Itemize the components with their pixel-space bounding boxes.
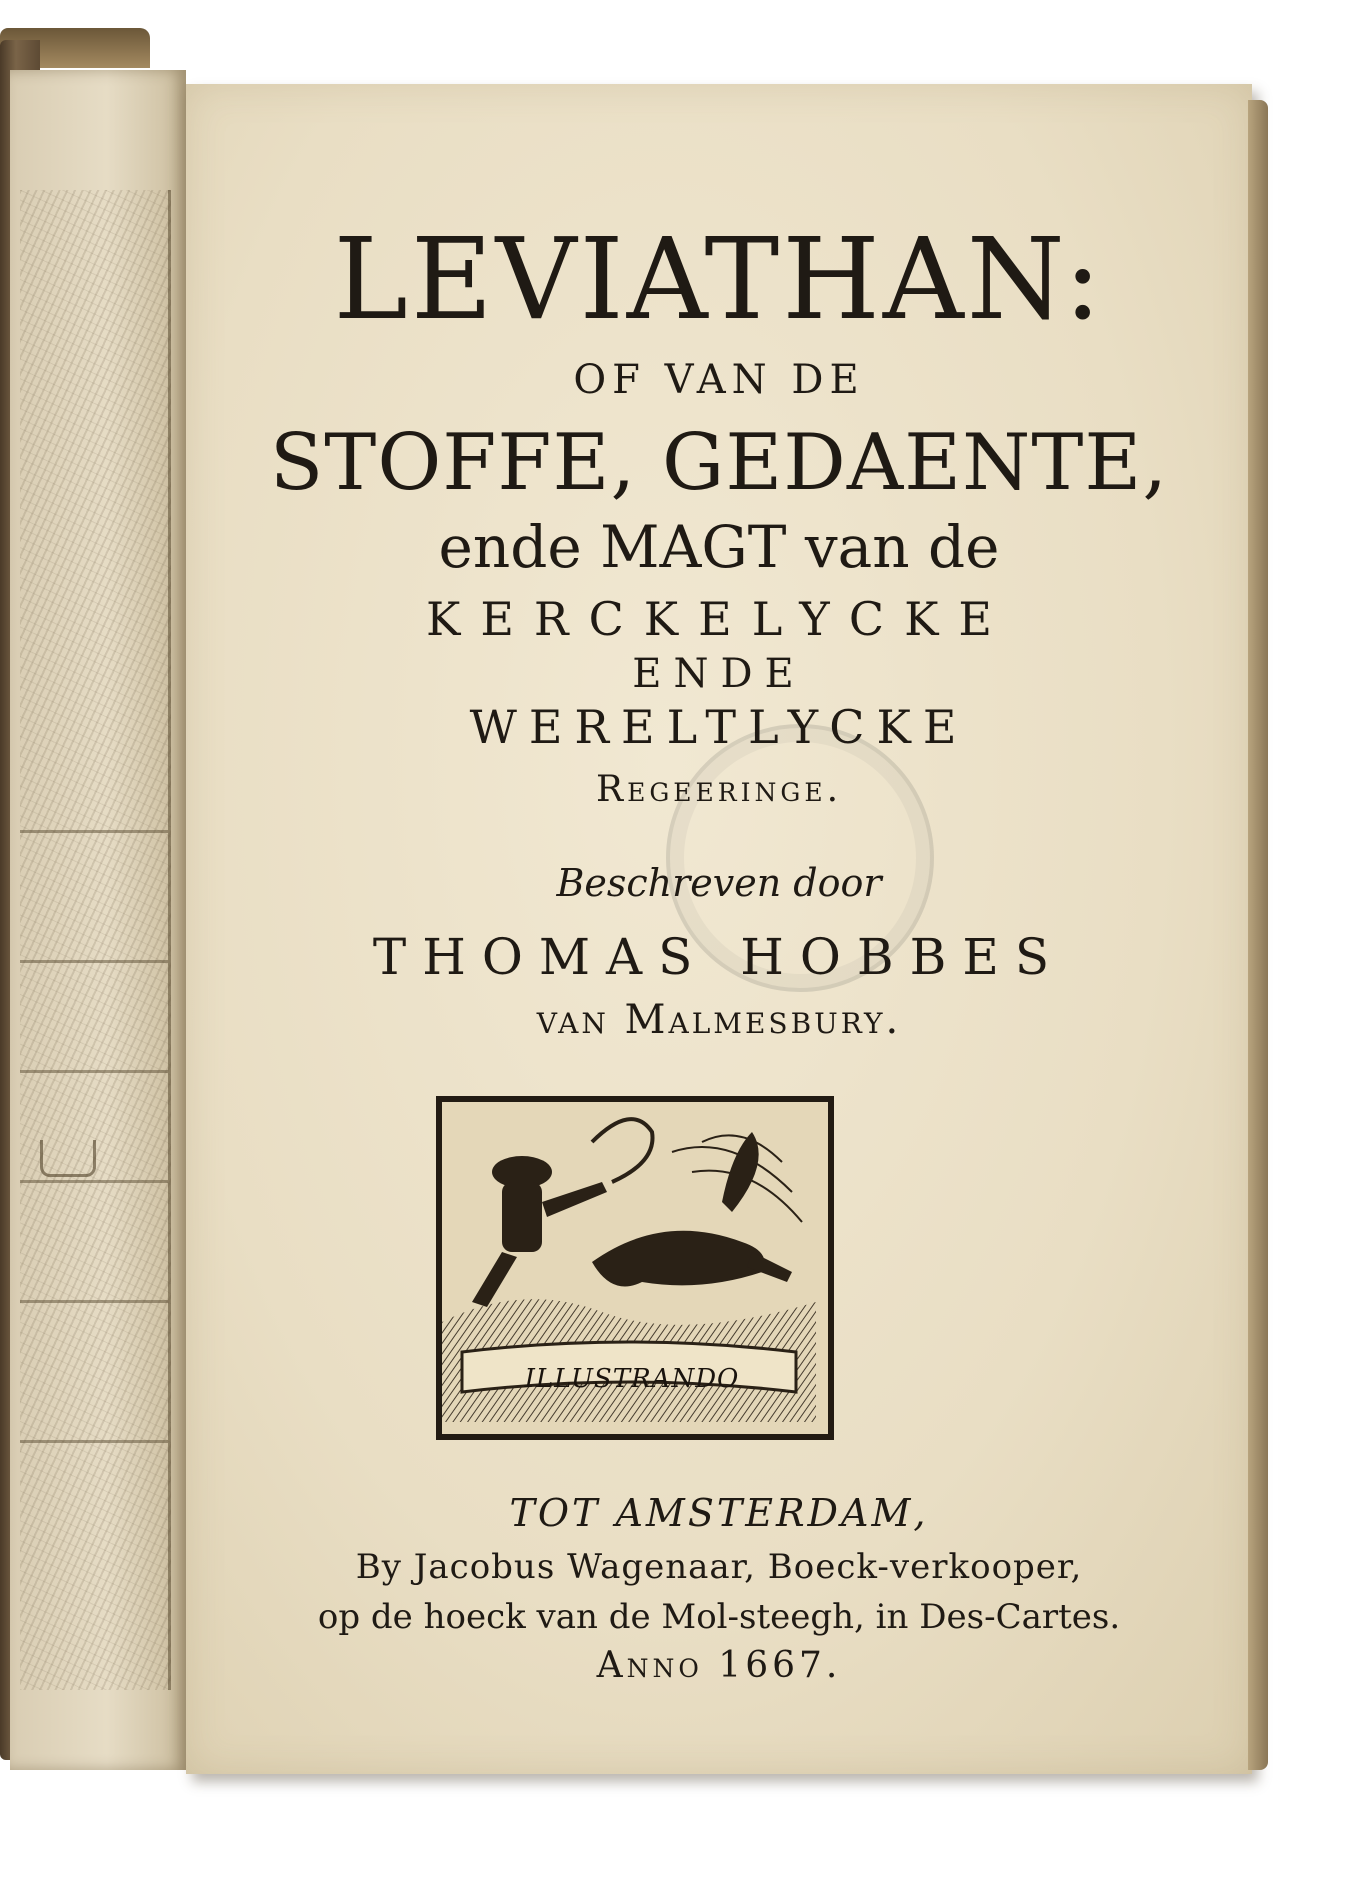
title-line-regeeringe: Regeeringe.: [595, 769, 843, 810]
frontispiece-engraving: [20, 190, 171, 1690]
byline: Beschreven door: [556, 861, 882, 905]
title-line-magt: ende MAGT van de: [438, 513, 1000, 581]
engraving-divider: [20, 830, 168, 833]
engraving-divider: [20, 960, 168, 963]
title-line-ende: ENDE: [632, 651, 806, 697]
subtitle-line: OF VAN DE: [573, 357, 865, 403]
engraving-divider: [20, 1300, 168, 1303]
engraving-divider: [20, 1180, 168, 1183]
title-line-kerckelycke: KERCKELYCKE: [425, 592, 1013, 646]
horse-icon: [592, 1132, 792, 1287]
whip-icon: [592, 1119, 653, 1182]
crown-icon: [40, 1140, 96, 1177]
imprint-year: Anno 1667.: [596, 1645, 842, 1686]
imprint-city: TOT AMSTERDAM,: [509, 1491, 929, 1535]
printers-device-woodcut: [436, 1096, 834, 1440]
imprint-publisher: By Jacobus Wagenaar, Boeck-verkooper,: [355, 1547, 1083, 1587]
device-motto: ILLUSTRANDO: [524, 1364, 740, 1394]
frontispiece-leaf: [10, 70, 186, 1770]
engraving-divider: [20, 1440, 168, 1443]
author-name: THOMAS HOBBES: [372, 928, 1066, 986]
imprint-address: op de hoeck van de Mol-steegh, in Des-Cartes.: [317, 1597, 1121, 1637]
author-origin: van Malmesbury.: [536, 997, 902, 1043]
engraving-divider: [20, 1070, 168, 1073]
book-title: LEVIATHAN:: [333, 215, 1105, 345]
rider-figure-icon: [472, 1156, 607, 1307]
title-line-wereltlycke: WERELTLYCKE: [469, 700, 969, 754]
title-line-stoffe: STOFFE, GEDAENTE,: [269, 418, 1169, 508]
